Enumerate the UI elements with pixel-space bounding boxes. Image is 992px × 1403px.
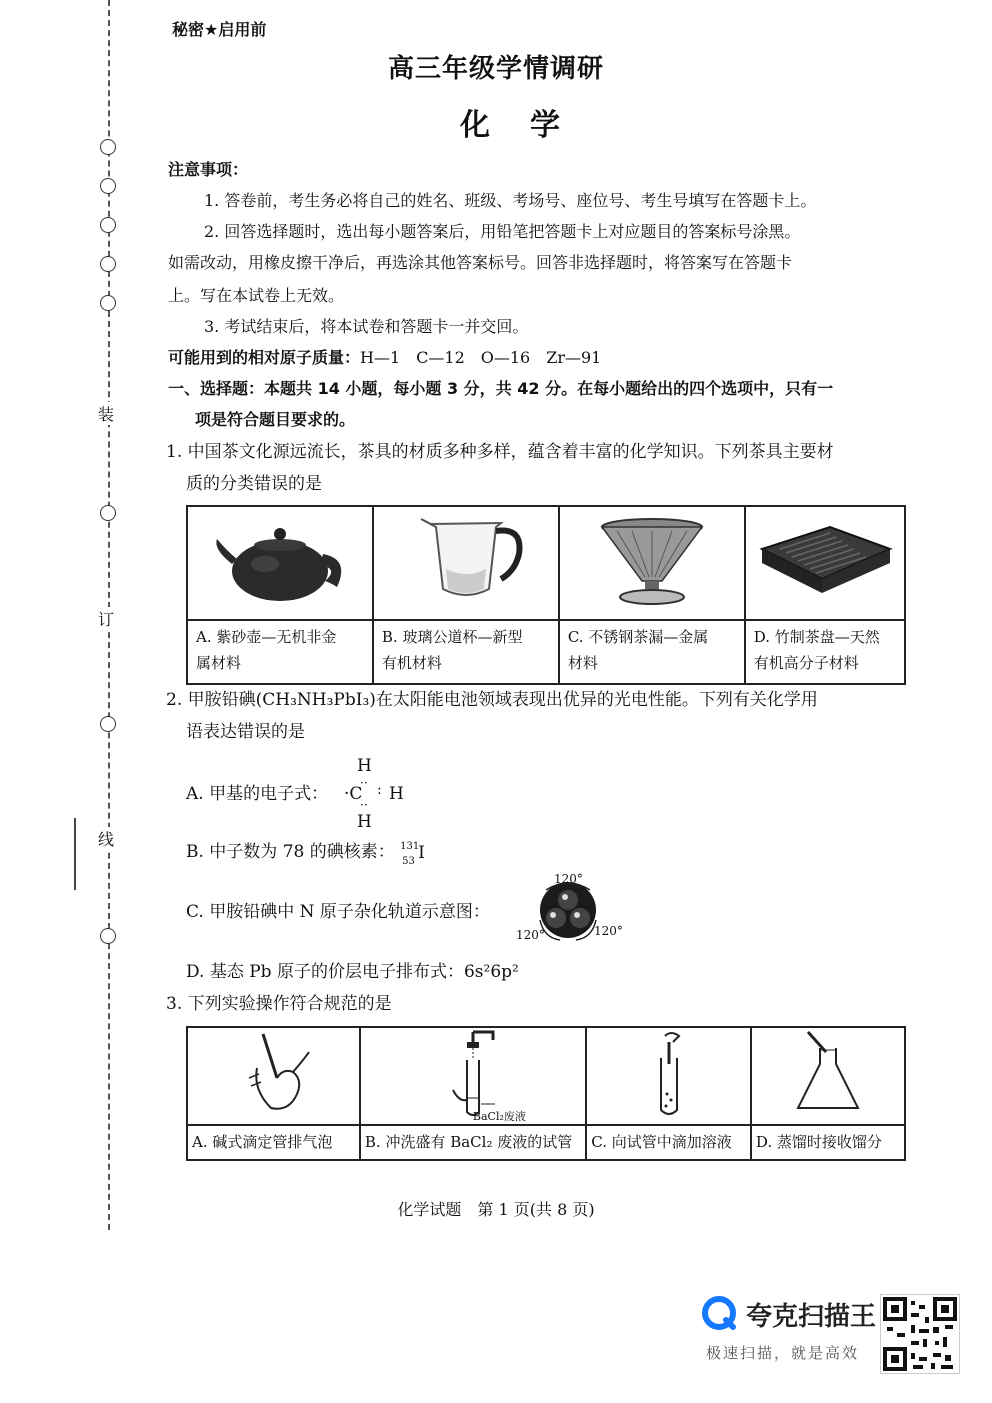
tea-tray-icon <box>750 509 900 609</box>
quark-logo-icon <box>702 1296 736 1330</box>
q2-option-a: A. 甲基的电子式： <box>186 784 329 804</box>
section1-line2: 项是符合题目要求的。 <box>195 410 356 429</box>
q3-image-flask <box>751 1027 905 1125</box>
page-footer: 化学试题 第 1 页(共 8 页) <box>397 1200 595 1219</box>
nuclide-symbol: I <box>418 842 425 863</box>
faucet-test-tube-icon <box>413 1028 533 1116</box>
qr-code-icon <box>881 1295 959 1373</box>
nuclide-atomic-number: 53 <box>402 855 415 867</box>
q1-option-d-line2: 有机高分子材料 <box>753 654 859 672</box>
binding-hole <box>100 295 116 311</box>
binding-hole <box>100 928 116 944</box>
angle-label-left: 120° <box>516 928 545 942</box>
binding-hole <box>100 178 116 194</box>
q1-option-b <box>373 620 559 684</box>
section1-line1: 一、选择题：本题共 14 小题，每小题 3 分，共 42 分。在每小题给出的四个选项中，只有一 <box>168 379 834 398</box>
notice-item-1: 1. 答卷前，考生务必将自己的姓名、班级、考场号、座位号、考生号填写在答题卡上。 <box>204 191 817 210</box>
methyl-electron-formula <box>340 756 420 832</box>
q1-option-d-line1: D. 竹制茶盘—天然 <box>753 628 880 646</box>
subject-title: 化学 <box>460 108 600 143</box>
formula-h-right: H <box>389 784 404 804</box>
q1-stem-line2: 质的分类错误的是 <box>186 474 322 494</box>
iodine-nuclide <box>400 840 428 867</box>
notice-item-2c: 上。写在本试卷上无效。 <box>168 286 345 305</box>
q3-image-dropper <box>586 1027 751 1125</box>
strainer-icon <box>577 509 727 609</box>
q3-table <box>186 1026 906 1161</box>
q3-stem: 3. 下列实验操作符合规范的是 <box>166 994 392 1014</box>
q1-option-c-line1: C. 不锈钢茶漏—金属 <box>567 628 709 646</box>
conical-flask-icon <box>768 1028 888 1116</box>
q1-table <box>186 505 906 685</box>
q3-option-d: D. 蒸馏时接收馏分 <box>751 1125 905 1160</box>
dropper-test-tube-icon <box>609 1028 729 1116</box>
scanner-watermark <box>702 1290 878 1370</box>
qr-code <box>880 1294 960 1374</box>
q1-image-teapot <box>187 506 373 620</box>
q1-option-b-line1: B. 玻璃公道杯—新型 <box>381 628 523 646</box>
q3-image-burette <box>187 1027 360 1125</box>
binding-char-ding: 订 <box>98 607 114 630</box>
binding-hole <box>100 505 116 521</box>
binding-hole <box>100 256 116 272</box>
q2-stem-line1: 2. 甲胺铅碘(CH₃NH₃PbI₃)在太阳能电池领域表现出优异的光电性能。下列有关化学用 <box>166 690 818 710</box>
formula-dots-bottom: ·· <box>360 798 368 812</box>
notice-item-3: 3. 考试结束后，将本试卷和答题卡一并交回。 <box>204 317 529 336</box>
q2-option-b <box>186 840 428 867</box>
bacl2-waste-label: BaCl₂废液 <box>472 1110 526 1123</box>
q2-option-b-text: B. 中子数为 78 的碘核素： <box>186 842 395 862</box>
sp2-orbital-diagram <box>510 870 630 946</box>
formula-dots-top: ·· <box>360 776 368 790</box>
angle-label-right: 120° <box>594 924 623 938</box>
scanner-slogan: 极速扫描，就是高效 <box>706 1344 860 1362</box>
q2-stem-line2: 语表达错误的是 <box>186 722 305 742</box>
atomic-mass-line <box>168 348 601 368</box>
notice-item-2a: 2. 回答选择题时，选出每小题答案后，用铅笔把答题卡上对应题目的答案标号涂黑。 <box>204 222 801 241</box>
binding-char-zhuang: 装 <box>98 402 114 425</box>
notice-item-2b: 如需改动，用橡皮擦干净后，再选涂其他答案标号。回答非选择题时，将答案写在答题卡 <box>168 253 793 272</box>
q1-image-glass-cup <box>373 506 559 620</box>
q1-image-strainer <box>559 506 745 620</box>
angle-label-top: 120° <box>554 872 583 886</box>
atomic-mass-label: 可能用到的相对原子质量： <box>168 348 361 367</box>
exam-title: 高三年级学情调研 <box>387 54 604 84</box>
glass-pitcher-icon <box>391 509 541 609</box>
q2-option-c: C. 甲胺铅碘中 N 原子杂化轨道示意图： <box>186 902 490 922</box>
q1-option-c <box>559 620 745 684</box>
q1-stem-line1: 1. 中国茶文化源远流长，茶具的材质多种多样，蕴含着丰富的化学知识。下列茶具主要材 <box>166 442 834 462</box>
q3-option-b: B. 冲洗盛有 BaCl₂ 废液的试管 <box>360 1125 586 1160</box>
q1-option-b-line2: 有机材料 <box>381 654 442 672</box>
q1-option-a <box>187 620 373 684</box>
q3-option-c: C. 向试管中滴加溶液 <box>586 1125 751 1160</box>
teapot-icon <box>205 509 355 609</box>
formula-dots-right: : <box>377 782 382 798</box>
q1-image-tea-tray <box>745 506 905 620</box>
q1-option-d <box>745 620 905 684</box>
binding-char-xian: 线 <box>98 827 114 850</box>
q1-option-a-line1: A. 紫砂壶—无机非金 <box>196 628 337 646</box>
scanner-brand: 夸克扫描王 <box>746 1302 877 1332</box>
secret-label: 秘密★启用前 <box>172 20 267 39</box>
notice-heading: 注意事项： <box>168 160 249 179</box>
formula-h-top: H <box>357 756 372 776</box>
margin-bar <box>74 818 76 890</box>
binding-hole <box>100 217 116 233</box>
q1-option-c-line2: 材料 <box>567 654 598 672</box>
q2-option-d: D. 基态 Pb 原子的价层电子排布式：6s²6p² <box>186 962 519 982</box>
burette-hand-icon <box>213 1028 333 1116</box>
q3-option-a: A. 碱式滴定管排气泡 <box>187 1125 360 1160</box>
atomic-mass-values: H—1 C—12 O—16 Zr—91 <box>360 348 602 367</box>
formula-h-bottom: H <box>357 812 372 832</box>
q3-image-rinse <box>360 1027 586 1125</box>
formula-c: ·C <box>344 784 363 804</box>
binding-hole <box>100 716 116 732</box>
q1-option-a-line2: 属材料 <box>196 654 242 672</box>
nuclide-mass-number: 131 <box>400 840 420 852</box>
